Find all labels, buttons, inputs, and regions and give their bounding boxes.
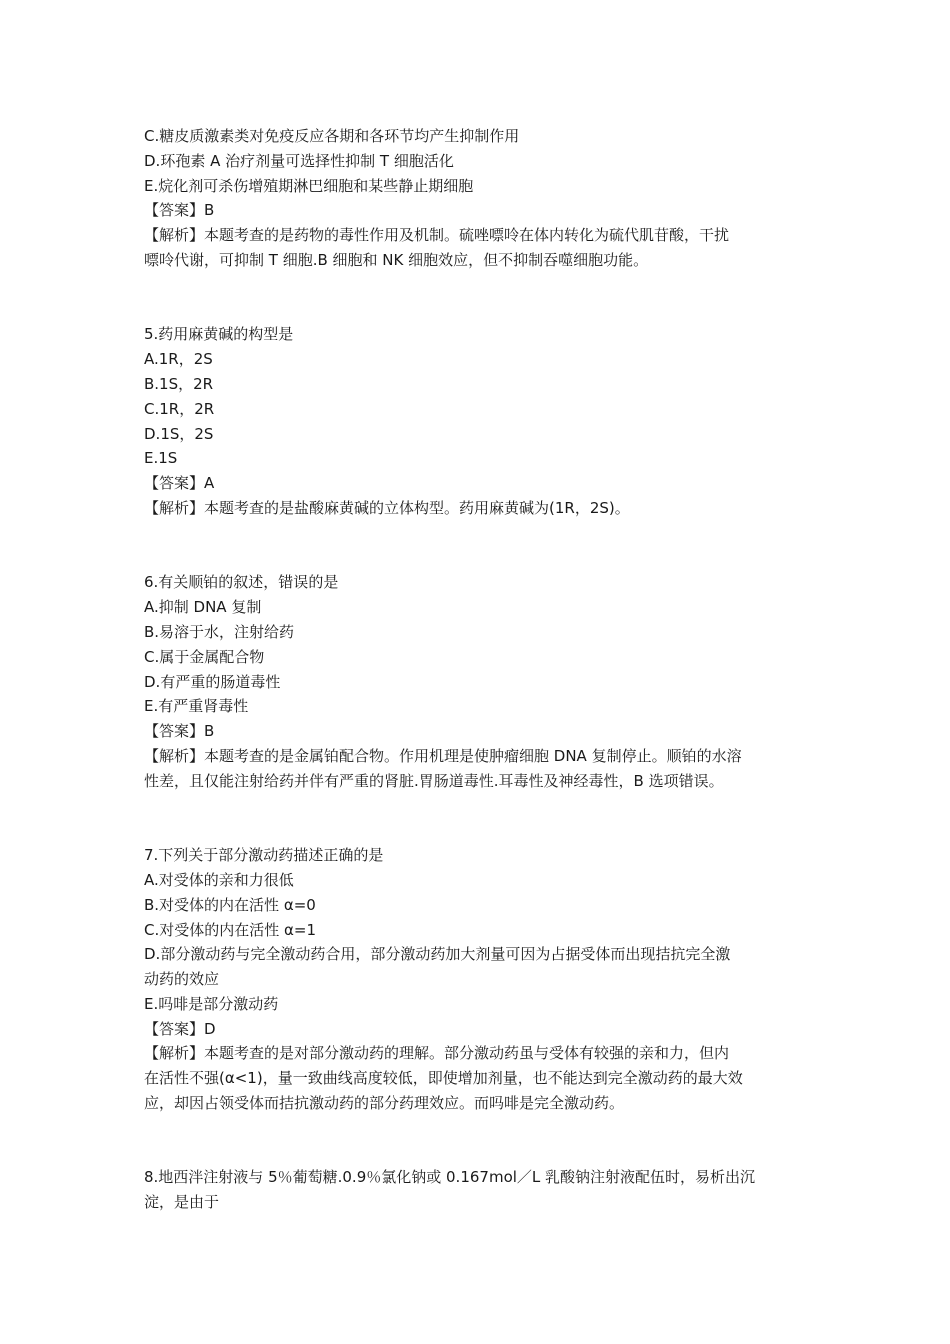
- answer: 【答案】B: [144, 201, 215, 220]
- answer: 【答案】B: [144, 722, 215, 741]
- option-d: D.1S，2S: [144, 424, 214, 443]
- option-d: D.有严重的肠道毒性: [144, 672, 281, 691]
- question-8: 8.地西泮注射液与 5％葡萄糖.0.9％氯化钠或 0.167mol／L 乳酸钠注射液配伍时，易析出沉: [144, 1168, 756, 1187]
- option-b: B.1S，2R: [144, 374, 214, 393]
- document-body: [144, 124, 808, 1215]
- question-7: 7.下列关于部分激动药描述正确的是: [144, 846, 384, 865]
- option-b: B.易溶于水，注射给药: [144, 622, 295, 641]
- option-e: E.有严重肾毒性: [144, 697, 249, 716]
- explanation: 【解析】本题考查的是金属铂配合物。作用机理是使肿瘤细胞 DNA 复制停止。顺铂的水溶: [144, 746, 742, 765]
- option-d: D.环孢素 A 治疗剂量可选择性抑制 T 细胞活化: [144, 151, 454, 170]
- option-d: D.部分激动药与完全激动药合用，部分激动药加大剂量可因为占据受体而出现拮抗完全激: [144, 945, 731, 964]
- option-c: C.糖皮质激素类对免疫反应各期和各环节均产生抑制作用: [144, 127, 520, 145]
- spacer: [144, 1116, 808, 1166]
- answer: 【答案】A: [144, 474, 215, 493]
- explanation-cont: 性差，且仅能注射给药并伴有严重的肾脏.胃肠道毒性.耳毒性及神经毒性，B 选项错误。: [144, 771, 724, 790]
- question-6: 6.有关顺铂的叙述，错误的是: [144, 573, 339, 592]
- option-e: E.吗啡是部分激动药: [144, 994, 279, 1013]
- answer: 【答案】D: [144, 1019, 216, 1038]
- option-d-cont: 动药的效应: [144, 970, 220, 989]
- explanation: 【解析】本题考查的是对部分激动药的理解。部分激动药虽与受体有较强的亲和力，但内: [144, 1044, 730, 1063]
- question-8-cont: 淀，是由于: [144, 1193, 220, 1212]
- explanation: 【解析】本题考查的是药物的毒性作用及机制。硫唑嘌呤在体内转化为硫代肌苷酸，干扰: [144, 226, 730, 245]
- option-e: E.1S: [144, 449, 178, 468]
- explanation-cont: 嘌呤代谢，可抑制 T 细胞.B 细胞和 NK 细胞效应，但不抑制吞噬细胞功能。: [144, 250, 649, 269]
- explanation-cont: 在活性不强(α<1)，量一致曲线高度较低，即使增加剂量，也不能达到完全激动药的最大效: [144, 1069, 743, 1088]
- explanation: 【解析】本题考查的是盐酸麻黄碱的立体构型。药用麻黄碱为(1R，2S)。: [144, 498, 630, 517]
- option-c: C.对受体的内在活性 α=1: [144, 920, 317, 939]
- spacer: [144, 521, 808, 571]
- spacer: [144, 273, 808, 323]
- option-a: A.对受体的亲和力很低: [144, 870, 294, 889]
- question-5: 5.药用麻黄碱的构型是: [144, 325, 294, 344]
- option-c: C.属于金属配合物: [144, 647, 265, 666]
- option-a: A.抑制 DNA 复制: [144, 598, 262, 617]
- explanation-cont: 应，却因占领受体而拮抗激动药的部分药理效应。而吗啡是完全激动药。: [144, 1094, 625, 1113]
- spacer: [144, 794, 808, 844]
- option-c: C.1R，2R: [144, 399, 215, 418]
- option-a: A.1R，2S: [144, 350, 213, 369]
- option-b: B.对受体的内在活性 α=0: [144, 895, 316, 914]
- option-e: E.烷化剂可杀伤增殖期淋巴细胞和某些静止期细胞: [144, 176, 474, 195]
